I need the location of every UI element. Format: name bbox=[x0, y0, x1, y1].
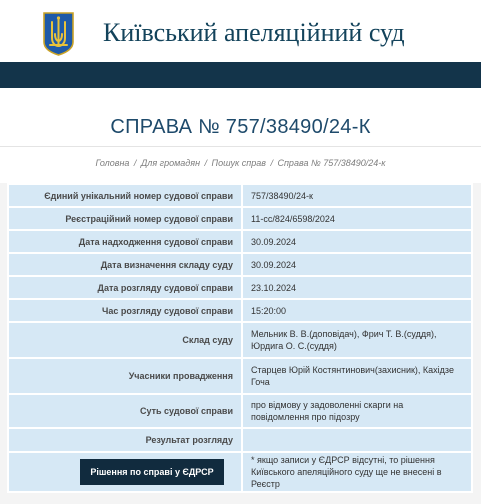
court-name[interactable]: Київський апеляційний суд bbox=[103, 18, 405, 47]
row-label: Дата надходження судової справи bbox=[8, 230, 242, 253]
row-value bbox=[242, 428, 472, 452]
table-row bbox=[8, 207, 472, 230]
row-label: Реєстраційний номер судової справи bbox=[8, 207, 242, 230]
row-label: Час розгляду судової справи bbox=[8, 299, 242, 322]
table-row bbox=[8, 230, 472, 253]
row-value: 757/38490/24-к bbox=[242, 184, 472, 207]
row-value: про відмову у задоволенні скарги на повідомлення про підозру bbox=[242, 394, 472, 428]
breadcrumb-case-search[interactable]: Пошук справ bbox=[211, 158, 266, 168]
row-label: Склад суду bbox=[8, 322, 242, 358]
case-info-table bbox=[7, 183, 473, 493]
table-row bbox=[8, 322, 472, 358]
row-label: Єдиний унікальний номер судової справи bbox=[8, 184, 242, 207]
breadcrumb: Головна / Для громадян / Пошук справ / Справа № 757/38490/24-к bbox=[95, 158, 386, 168]
row-label: Дата розгляду судової справи bbox=[8, 276, 242, 299]
coat-of-arms-icon[interactable] bbox=[43, 12, 74, 56]
breadcrumb-home[interactable]: Головна bbox=[95, 158, 130, 168]
table-row bbox=[8, 184, 472, 207]
page-title: СПРАВА № 757/38490/24-К bbox=[110, 116, 371, 138]
table-row bbox=[8, 358, 472, 394]
row-value: 30.09.2024 bbox=[242, 253, 472, 276]
row-label: Дата визначення складу суду bbox=[8, 253, 242, 276]
main-navbar bbox=[0, 62, 481, 88]
edrsr-note: * якщо записи у ЄДРСР відсутні, то рішення Київського апеляційного суду ще не внесені в Реєстр bbox=[251, 455, 442, 489]
table-row bbox=[8, 253, 472, 276]
site-header bbox=[0, 0, 481, 62]
row-label: Суть судової справи bbox=[8, 394, 242, 428]
table-row bbox=[8, 394, 472, 428]
table-row bbox=[8, 428, 472, 452]
edrsr-decision-button[interactable]: Рішення по справі у ЄДРСР bbox=[80, 459, 224, 485]
breadcrumb-current: Справа № 757/38490/24-к bbox=[277, 158, 386, 168]
row-value: 15:20:00 bbox=[242, 299, 472, 322]
row-label: Учасники провадження bbox=[8, 358, 242, 394]
row-value: 11-сс/824/6598/2024 bbox=[242, 207, 472, 230]
row-value: 23.10.2024 bbox=[242, 276, 472, 299]
edrsr-note-cell bbox=[242, 452, 472, 492]
row-value: Мельник В. В.(доповідач), Фрич Т. В.(суддя), Юрдига О. С.(суддя) bbox=[242, 322, 472, 358]
edrsr-cell bbox=[8, 452, 242, 492]
table-row bbox=[8, 276, 472, 299]
row-value: Старцев Юрій Костянтинович(захисник), Кахідзе Гоча bbox=[242, 358, 472, 394]
table-row bbox=[8, 452, 472, 492]
table-row bbox=[8, 299, 472, 322]
row-value: 30.09.2024 bbox=[242, 230, 472, 253]
breadcrumb-citizens[interactable]: Для громадян bbox=[140, 158, 201, 168]
row-label: Результат розгляду bbox=[8, 428, 242, 452]
